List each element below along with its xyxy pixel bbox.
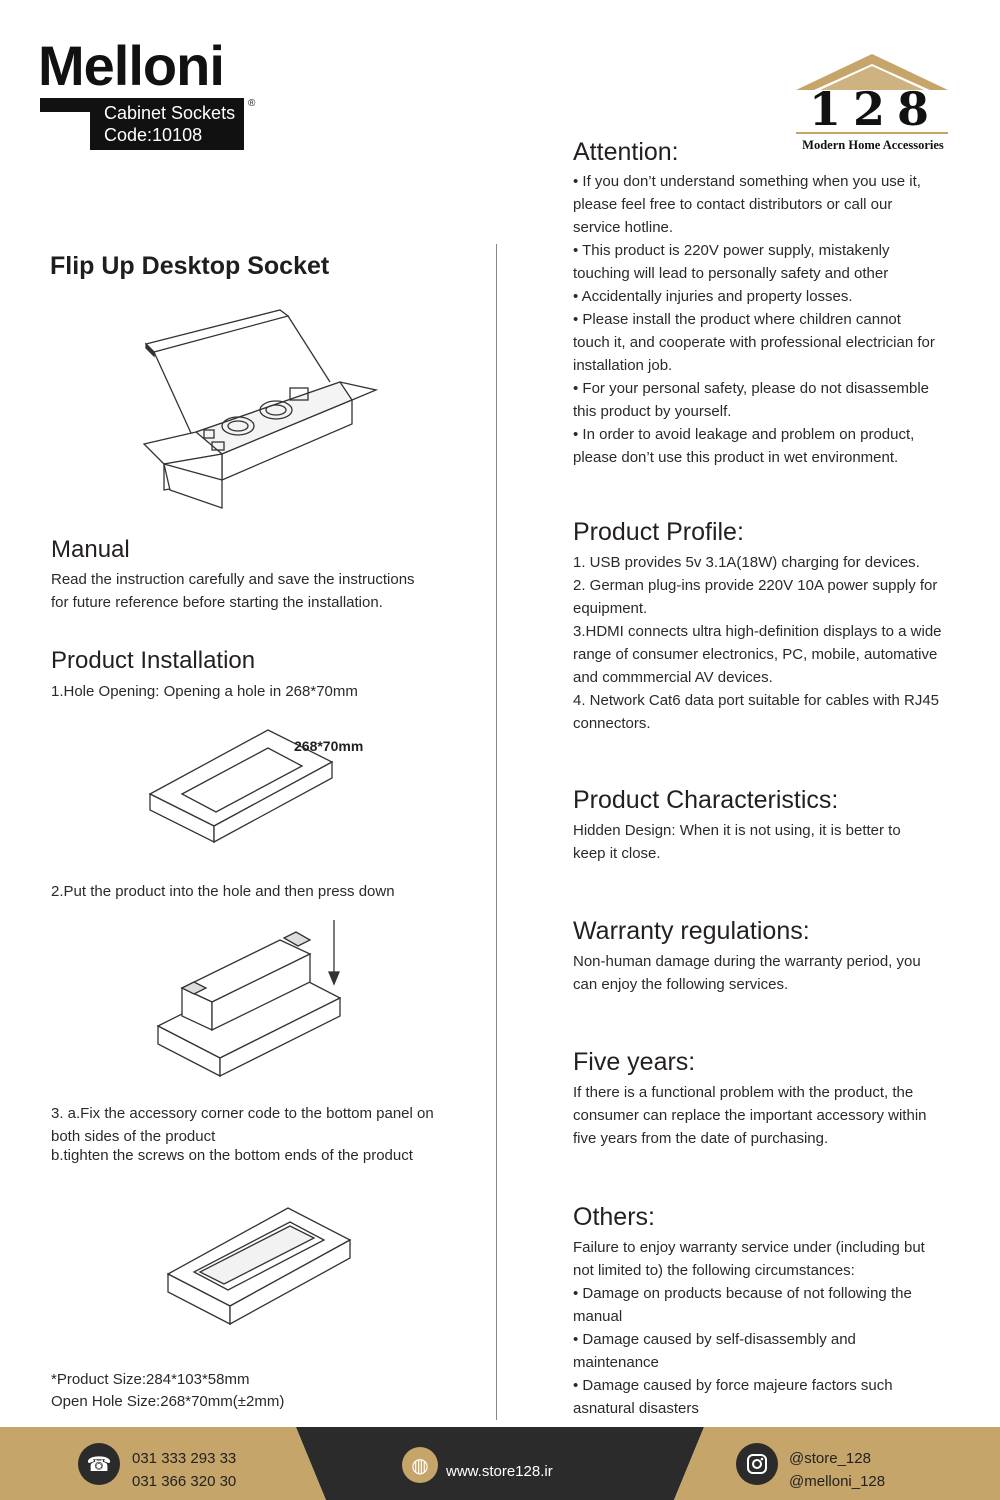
website-link[interactable]: www.store128.ir xyxy=(446,1463,553,1480)
profile-item: 1. USB provides 5v 3.1A(18W) charging for devices. xyxy=(573,554,920,571)
five-years-text: If there is a functional problem with the product, the consumer can replace the important accessory within five years from the date of purchasing. xyxy=(573,1084,927,1147)
installation-step-3b: b.tighten the screws on the bottom ends of the product xyxy=(51,1147,413,1164)
profile-list xyxy=(573,551,955,735)
press-down-illustration xyxy=(154,914,344,1078)
attention-item: • For your personal safety, please do not disassemble this product by yourself. xyxy=(573,380,929,420)
phone-number-1[interactable]: 031 333 293 33 xyxy=(132,1450,237,1467)
phone-number-2[interactable]: 031 366 320 30 xyxy=(132,1473,237,1490)
manual-heading: Manual xyxy=(51,536,130,563)
globe-icon: ◍ xyxy=(402,1447,438,1483)
attention-list xyxy=(573,170,935,469)
manual-text: Read the instruction carefully and save the instructions for future reference before starting the installation. xyxy=(51,571,415,611)
warranty-text: Non-human damage during the warranty period, you can enjoy the following services. xyxy=(573,953,921,993)
installation-step-3a: 3. a.Fix the accessory corner code to the bottom panel on both sides of the product xyxy=(51,1105,434,1145)
logo-128-tagline: Modern Home Accessories xyxy=(802,138,944,152)
attention-heading: Attention: xyxy=(573,138,679,166)
characteristics-text: Hidden Design: When it is not using, it is better to keep it close. xyxy=(573,822,901,862)
attention-item: • In order to avoid leakage and problem on product, please don’t use this product in wet environment. xyxy=(573,426,915,466)
open-hole-size: Open Hole Size:268*70mm(±2mm) xyxy=(51,1393,285,1410)
logo-label-line1: Cabinet Sockets xyxy=(104,103,236,123)
warranty-heading: Warranty regulations: xyxy=(573,917,810,945)
registered-mark: ® xyxy=(248,98,256,109)
others-item: • Damage on products because of not following the manual xyxy=(573,1285,912,1325)
profile-item: 4. Network Cat6 data port suitable for cables with RJ45 connectors. xyxy=(573,692,940,732)
others-item: • Damage caused by force majeure factors such asnatural disasters xyxy=(573,1377,893,1417)
profile-item: 2. German plug-ins provide 220V 10A power supply for equipment. xyxy=(573,577,938,617)
instagram-icon xyxy=(736,1443,778,1485)
installation-heading: Product Installation xyxy=(51,647,256,674)
logo-label-line2: Code:10108 xyxy=(104,125,203,145)
social-handle-2[interactable]: @melloni_128 xyxy=(789,1473,886,1490)
others-heading: Others: xyxy=(573,1203,655,1231)
others-item: Failure to enjoy warranty service under (including but not limited to) the following circumstances: xyxy=(573,1239,925,1279)
phone-icon: ☎ xyxy=(78,1443,120,1485)
product-title: Flip Up Desktop Socket xyxy=(50,252,330,280)
product-size: *Product Size:284*103*58mm xyxy=(51,1371,250,1388)
melloni-logo-wordmark: Melloni xyxy=(38,34,224,97)
logo-label-box xyxy=(90,98,244,150)
social-handle-1[interactable]: @store_128 xyxy=(789,1450,871,1467)
logo-128-number: 128 xyxy=(808,82,942,136)
others-list xyxy=(573,1236,941,1420)
footer-bar xyxy=(0,1427,1000,1500)
profile-heading: Product Profile: xyxy=(573,518,744,546)
attention-item: • This product is 220V power supply, mistakenly touching will lead to personally safety and other xyxy=(573,242,890,282)
hole-dimension-label: 268*70mm xyxy=(294,738,364,754)
five-years-heading: Five years: xyxy=(573,1048,696,1076)
installation-step-2: 2.Put the product into the hole and then press down xyxy=(51,883,395,900)
profile-item: 3.HDMI connects ultra high-definition displays to a wide range of consumer electronics, PC, mobile, automative and commmercial AV devices. xyxy=(573,623,942,686)
flip-up-socket-illustration xyxy=(140,304,380,514)
column-divider xyxy=(496,244,497,1420)
characteristics-heading: Product Characteristics: xyxy=(573,786,839,814)
bottom-panel-illustration xyxy=(164,1200,354,1332)
attention-item: • If you don’t understand something when you use it, please feel free to contact distributors or call our service hotline. xyxy=(573,173,921,236)
attention-item: • Accidentally injuries and property losses. xyxy=(573,288,853,305)
attention-item: • Please install the product where children cannot touch it, and cooperate with professional electrician for installation job. xyxy=(573,311,935,374)
logo-bar xyxy=(40,98,90,112)
others-item: • Damage caused by self-disassembly and maintenance xyxy=(573,1331,856,1371)
installation-step-1: 1.Hole Opening: Opening a hole in 268*70mm xyxy=(51,683,358,700)
